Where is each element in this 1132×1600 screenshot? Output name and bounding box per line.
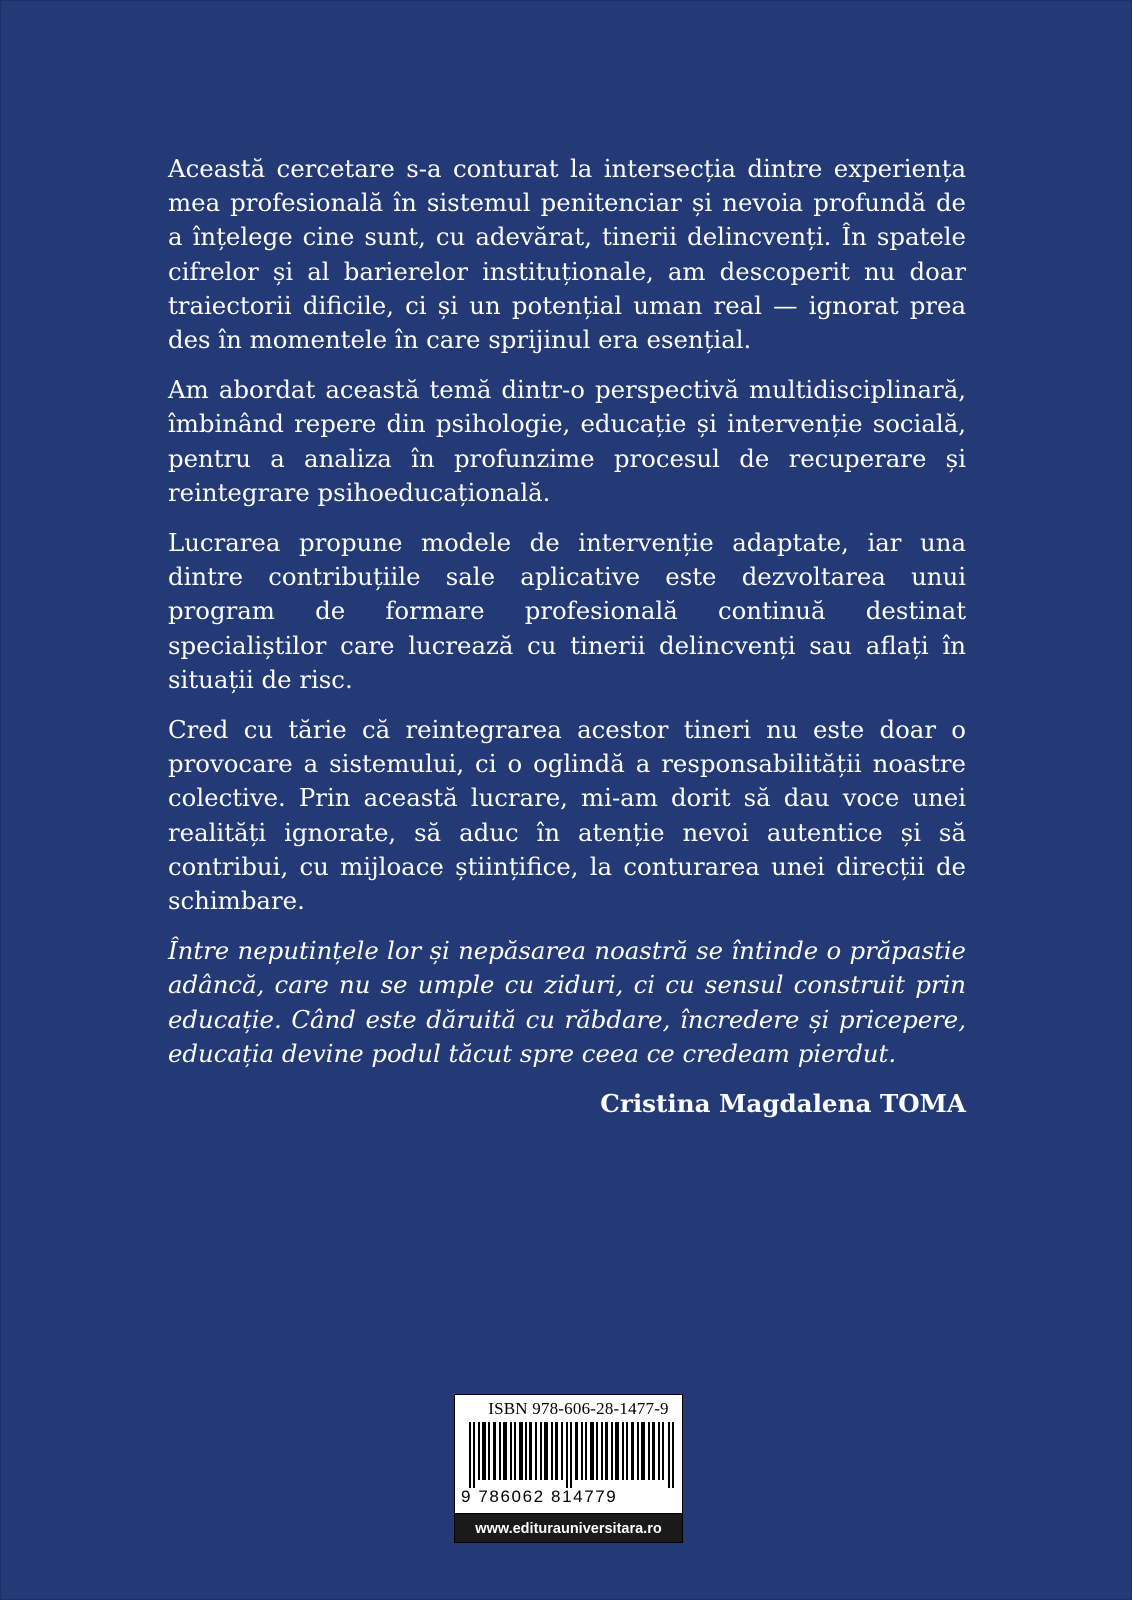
isbn-barcode-box xyxy=(454,1394,683,1514)
barcode-icon xyxy=(469,1422,674,1488)
paragraph-4: Cred cu tărie că reintegrarea acestor tineri nu este doar o provocare a sistemului, ci o oglindă a responsabilității noastre colective. Prin această lucrare, mi-am dorit să dau voce unei realități ignorate, să aduc în atenție nevoi autentice și să contribui, cu mijloace științifice, la conturarea unei direcții de schimbare. xyxy=(168,715,966,916)
blurb-text xyxy=(168,152,966,1121)
paragraph-1: Această cercetare s-a conturat la intersecția dintre experiența mea profesională în sistemul penitenciar și nevoia profundă de a înțelege cine sunt, cu adevărat, tinerii delincvenți. În spatele cifrelor și al barierelor instituționale, am descoperit nu doar traiectorii dificile, ci și un potențial uman real — ignorat prea des în momentele în care sprijinul era esențial. xyxy=(168,154,966,355)
barcode-digits: 9 786062 814779 xyxy=(461,1487,618,1506)
paragraph-3: Lucrarea propune modele de intervenție adaptate, iar una dintre contribuțiile sale aplicative este dezvoltarea unui program de formare profesională continuă destinat specialiștilor care lucrează cu tinerii delincvenți sau aflați în situații de risc. xyxy=(168,528,966,694)
publisher-website: www.editurauniversitara.ro xyxy=(454,1513,683,1543)
paragraph-2: Am abordat această temă dintr-o perspectivă multidisciplinară, îmbinând repere din psihologie, educație și intervenție socială, pentru a analiza în profunzime procesul de recuperare și reintegrare psihoeducațională. xyxy=(168,375,966,507)
isbn-label: ISBN 978-606-28-1477-9 xyxy=(488,1399,669,1418)
author-name: Cristina Magdalena TOMA xyxy=(600,1089,966,1119)
quote: Între neputințele lor și nepăsarea noastră se întinde o prăpastie adâncă, care nu se umple cu ziduri, ci cu sensul construit prin educație. Când este dăruită cu răbdare, încredere și pricepere, educația devine podul tăcut spre ceea ce credeam pierdut. xyxy=(168,936,966,1068)
